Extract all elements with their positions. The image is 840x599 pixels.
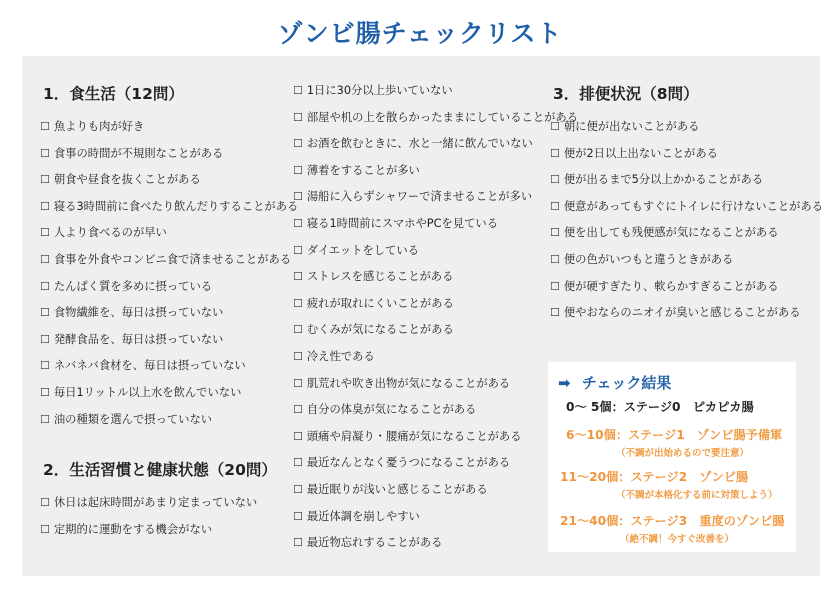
checklist-item[interactable] bbox=[293, 504, 548, 531]
checklist-item-label: 便が硬すぎたり、軟らかすぎることがある bbox=[563, 279, 779, 293]
checklist-item-label: 冷え性である bbox=[306, 349, 375, 363]
checklist-item-label: 寝る1時間前にスマホやPCを見ている bbox=[306, 216, 498, 230]
checklist-item-label: 人より食べるのが早い bbox=[53, 226, 167, 240]
checklist-item-label: 発酵食品を、毎日は摂っていない bbox=[53, 332, 224, 346]
checklist-item-label: 食物繊維を、毎日は摂っていない bbox=[53, 306, 224, 320]
bowel-item-list bbox=[550, 114, 824, 327]
checkbox-icon[interactable]: ☐ bbox=[293, 137, 303, 151]
checkbox-icon[interactable]: ☐ bbox=[293, 456, 303, 470]
checklist-item[interactable] bbox=[40, 353, 290, 380]
checklist-item[interactable] bbox=[550, 167, 820, 194]
column-1 bbox=[40, 80, 299, 543]
diet-item-list bbox=[40, 114, 299, 433]
checklist-item-label: 湯船に入らずシャワーで済ませることが多い bbox=[306, 190, 533, 204]
checklist-item-label: 最近物忘れすることがある bbox=[306, 536, 443, 550]
checkbox-icon[interactable]: ☐ bbox=[293, 190, 303, 204]
checkbox-icon[interactable]: ☐ bbox=[550, 306, 560, 320]
checklist-item-label: たんぱく質を多めに摂っている bbox=[53, 279, 213, 293]
results-box bbox=[548, 362, 796, 552]
checklist-item-label: 魚よりも肉が好き bbox=[53, 120, 145, 133]
checkbox-icon[interactable]: ☐ bbox=[40, 496, 50, 510]
stage-2-text: 11〜20個：ステージ2 ゾンビ腸 bbox=[560, 470, 749, 484]
checklist-item[interactable] bbox=[40, 490, 290, 517]
checklist-item[interactable] bbox=[40, 327, 290, 354]
checklist-item[interactable] bbox=[550, 274, 820, 301]
checklist-item-label: 便やおならのニオイが臭いと感じることがある bbox=[563, 306, 801, 320]
stage-3-note: （絶不調！今すぐ改善を） bbox=[620, 534, 735, 545]
checklist-item-label: 朝食や昼食を抜くことがある bbox=[53, 173, 201, 187]
column-3 bbox=[550, 80, 824, 327]
checklist-item-label: 便意があってもすぐにトイレに行けないことがある bbox=[563, 199, 824, 213]
checklist-item[interactable] bbox=[40, 114, 290, 141]
checklist-item[interactable] bbox=[40, 141, 290, 168]
checkbox-icon[interactable]: ☐ bbox=[550, 252, 560, 266]
checklist-item-label: 最近なんとなく憂うつになることがある bbox=[306, 456, 511, 470]
checklist-item-label: 休日は起床時間があまり定まっていない bbox=[53, 496, 258, 510]
checklist-item-label: 便が2日以上出ないことがある bbox=[563, 146, 718, 160]
checklist-item[interactable] bbox=[550, 220, 820, 247]
checkbox-icon[interactable]: ☐ bbox=[293, 163, 303, 177]
stage-1-note: （不調が出始めるので要注意） bbox=[616, 448, 750, 459]
checkbox-icon[interactable]: ☐ bbox=[293, 84, 303, 97]
checklist-item[interactable] bbox=[40, 517, 290, 544]
checklist-item[interactable] bbox=[293, 158, 548, 185]
checklist-item[interactable] bbox=[40, 380, 290, 407]
checklist-item-label: 最近体調を崩しやすい bbox=[306, 509, 420, 523]
checklist-item[interactable] bbox=[293, 291, 548, 318]
checkbox-icon[interactable]: ☐ bbox=[293, 110, 303, 124]
checkbox-icon[interactable]: ☐ bbox=[40, 252, 50, 266]
checkbox-icon[interactable]: ☐ bbox=[40, 412, 50, 426]
checklist-item[interactable] bbox=[293, 264, 548, 291]
checklist-item-label: 頭痛や肩凝り・腰痛が気になることがある bbox=[306, 429, 522, 443]
checklist-item[interactable] bbox=[293, 477, 548, 504]
checkbox-icon[interactable]: ☐ bbox=[550, 199, 560, 213]
checkbox-icon[interactable]: ☐ bbox=[40, 385, 50, 399]
checklist-item[interactable] bbox=[550, 247, 820, 274]
section-title-diet: 1．食生活（12問） bbox=[43, 85, 184, 103]
checklist-item-label: 油の種類を選んで摂っていない bbox=[53, 412, 213, 426]
column-2 bbox=[293, 78, 579, 557]
checklist-item[interactable] bbox=[293, 184, 548, 211]
results-title-text: チェック結果 bbox=[581, 374, 672, 392]
checkbox-icon[interactable]: ☐ bbox=[550, 120, 560, 133]
checkbox-icon[interactable]: ☐ bbox=[40, 226, 50, 240]
checklist-item[interactable] bbox=[40, 194, 299, 221]
lifestyle-item-list-continued bbox=[293, 78, 579, 557]
checklist-item-label: 自分の体臭が気になることがある bbox=[306, 403, 477, 417]
checklist-item-label: 朝に便が出ないことがある bbox=[563, 120, 700, 133]
checklist-item-label: 薄着をすることが多い bbox=[306, 163, 420, 177]
checkbox-icon[interactable]: ☐ bbox=[40, 199, 50, 213]
checkbox-icon[interactable]: ☐ bbox=[293, 403, 303, 417]
checkbox-icon[interactable]: ☐ bbox=[550, 173, 560, 187]
stage-3-text: 21〜40個：ステージ3 重度のゾンビ腸 bbox=[560, 514, 785, 528]
checkbox-icon[interactable]: ☐ bbox=[293, 536, 303, 550]
checklist-item-label: 定期的に運動をする機会がない bbox=[53, 522, 213, 536]
checklist-item[interactable] bbox=[293, 317, 548, 344]
checklist-item[interactable] bbox=[40, 167, 290, 194]
page-title: ゾンビ腸チェックリスト bbox=[277, 19, 563, 48]
checkbox-icon[interactable]: ☐ bbox=[293, 376, 303, 390]
checkbox-icon[interactable]: ☐ bbox=[293, 323, 303, 337]
checklist-item-label: 食事の時間が不規則なことがある bbox=[53, 146, 224, 160]
checkbox-icon[interactable]: ☐ bbox=[40, 120, 50, 133]
checklist-item[interactable] bbox=[293, 344, 548, 371]
checklist-item[interactable] bbox=[40, 247, 290, 274]
checklist-item[interactable] bbox=[293, 424, 548, 451]
checkbox-icon[interactable]: ☐ bbox=[293, 349, 303, 363]
checklist-item-label: むくみが気になることがある bbox=[306, 323, 454, 337]
checklist-item[interactable] bbox=[293, 238, 548, 265]
stage-2-note: （不調が本格化する前に対策しよう） bbox=[616, 490, 778, 501]
checklist-item-label: お酒を飲むときに、水と一緒に飲んでいない bbox=[306, 137, 533, 151]
arrow-right-icon: ➡ bbox=[558, 374, 571, 392]
checklist-item[interactable] bbox=[293, 131, 548, 158]
checklist-item-label: 毎日1リットル以上水を飲んでいない bbox=[53, 385, 242, 399]
checklist-item-label: ストレスを感じることがある bbox=[306, 270, 454, 284]
checklist-item-label: 便が出るまで5分以上かかることがある bbox=[563, 173, 764, 187]
checklist-item-label: 寝る3時間前に食べたり飲んだりすることがある bbox=[53, 199, 299, 213]
stage-1-text: 6〜10個：ステージ1 ゾンビ腸予備軍 bbox=[566, 428, 783, 442]
checklist-item[interactable] bbox=[293, 78, 548, 105]
checklist-item[interactable] bbox=[293, 105, 579, 132]
checklist-item[interactable] bbox=[293, 530, 548, 557]
lifestyle-item-list bbox=[40, 490, 290, 543]
checklist-item-label: ネバネバ食材を、毎日は摂っていない bbox=[53, 359, 246, 373]
results-title bbox=[558, 372, 671, 393]
checklist-item[interactable] bbox=[40, 274, 290, 301]
checkbox-icon[interactable]: ☐ bbox=[293, 509, 303, 523]
checklist-item-label: 便の色がいつもと違うときがある bbox=[563, 252, 734, 266]
checkbox-icon[interactable]: ☐ bbox=[40, 173, 50, 187]
checkbox-icon[interactable]: ☐ bbox=[40, 279, 50, 293]
checklist-item[interactable] bbox=[40, 300, 290, 327]
checklist-item[interactable] bbox=[40, 220, 290, 247]
checkbox-icon[interactable]: ☐ bbox=[40, 146, 50, 160]
checklist-item-label: 疲れが取れにくいことがある bbox=[306, 296, 454, 310]
checkbox-icon[interactable]: ☐ bbox=[40, 306, 50, 320]
checklist-item[interactable] bbox=[40, 407, 290, 434]
checkbox-icon[interactable]: ☐ bbox=[293, 216, 303, 230]
checklist-item[interactable] bbox=[293, 371, 548, 398]
checklist-item[interactable] bbox=[293, 211, 548, 238]
checkbox-icon[interactable]: ☐ bbox=[293, 296, 303, 310]
checkbox-icon[interactable]: ☐ bbox=[293, 482, 303, 496]
checkbox-icon[interactable]: ☐ bbox=[550, 146, 560, 160]
checkbox-icon[interactable]: ☐ bbox=[293, 270, 303, 284]
checkbox-icon[interactable]: ☐ bbox=[40, 359, 50, 373]
stage-0-text: 0〜 5個：ステージ0 ピカピカ腸 bbox=[566, 400, 754, 414]
checklist-item-label: 肌荒れや吹き出物が気になることがある bbox=[306, 376, 511, 390]
checkbox-icon[interactable]: ☐ bbox=[550, 279, 560, 293]
checklist-item[interactable] bbox=[550, 300, 820, 327]
section-title-lifestyle: 2．生活習慣と健康状態（20問） bbox=[43, 461, 277, 480]
checkbox-icon[interactable]: ☐ bbox=[293, 243, 303, 257]
checklist-item[interactable] bbox=[550, 194, 824, 221]
checklist-item-label: ダイエットをしている bbox=[306, 243, 419, 257]
checkbox-icon[interactable]: ☐ bbox=[40, 332, 50, 346]
checkbox-icon[interactable]: ☐ bbox=[40, 522, 50, 536]
checklist-item-label: 最近眠りが浅いと感じることがある bbox=[306, 482, 488, 496]
checkbox-icon[interactable]: ☐ bbox=[293, 429, 303, 443]
checklist-item[interactable] bbox=[550, 114, 820, 141]
checklist-item[interactable] bbox=[293, 450, 548, 477]
checklist-item-label: 便を出しても残便感が気になることがある bbox=[563, 226, 779, 240]
checklist-item[interactable] bbox=[293, 397, 548, 424]
checklist-item-label: 食事を外食やコンビニ食で済ませることがある bbox=[53, 252, 292, 266]
checklist-item[interactable] bbox=[550, 141, 820, 168]
checkbox-icon[interactable]: ☐ bbox=[550, 226, 560, 240]
checklist-item-label: 部屋や机の上を散らかったままにしていることがある bbox=[306, 110, 579, 124]
section-title-bowel: 3．排便状況（8問） bbox=[553, 85, 699, 103]
checklist-item-label: 1日に30分以上歩いていない bbox=[306, 84, 453, 97]
